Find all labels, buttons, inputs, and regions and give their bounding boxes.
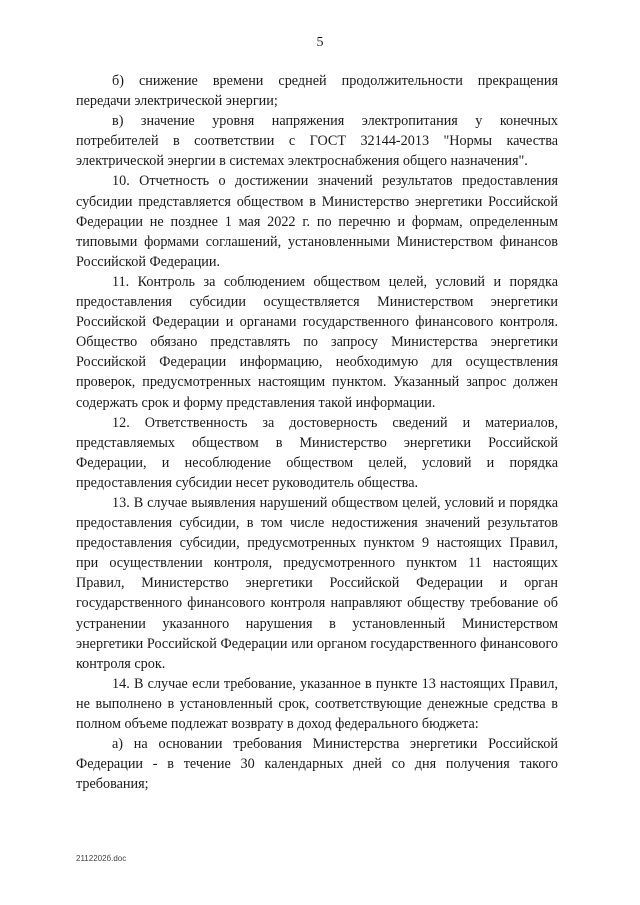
paragraph-b: б) снижение времени средней продолжительности прекращения передачи электрической энергии;: [76, 73, 558, 110]
paragraph-a: а) на основании требования Министерства энергетики Российской Федерации - в течение 30 календарных дней со дня получения такого требования;: [76, 736, 558, 793]
file-name-footer: 2112202б.doc: [76, 854, 127, 863]
page-number: 5: [316, 35, 324, 50]
paragraph-14: 14. В случае если требование, указанное в пункте 13 настоящих Правил, не выполнено в установленный срок, соответствующие денежные средства в полном объеме подлежат возврату в доход федерального бюджета:: [76, 675, 558, 732]
paragraph-13: 13. В случае выявления нарушений обществом целей, условий и порядка предоставления субсидии, в том числе недостижения значений результатов предоставления субсидии, предусмотренных пунктом 9 настоящих Правил, при осуществлении контроля, предусмотренного пунктом 11 настоящих Правил, Министерство энергетики Российской Федерации и орган государственного финансового контроля направляют обществу требование об устранении указанного нарушения в установленный Министерством энергетики Российской Федерации или органом государственного финансового контроля срок.: [76, 494, 558, 672]
paragraph-12: 12. Ответственность за достоверность сведений и материалов, представляемых обществом в Министерство энергетики Российской Федерации, и несоблюдение обществом целей, условий и порядка предоставления субсидии несет руководитель общества.: [76, 414, 558, 491]
paragraph-11: 11. Контроль за соблюдением обществом целей, условий и порядка предоставления субсидии осуществляется Министерством энергетики Российской Федерации и органами государственного финансового контроля. Общество обязано представлять по запросу Министерства энергетики Российской Федерации информацию, необходимую для осуществления проверок, предусмотренных настоящим пунктом. Указанный запрос должен содержать срок и форму представления такой информации.: [76, 273, 558, 411]
paragraph-10: 10. Отчетность о достижении значений результатов предоставления субсидии представляется обществом в Министерство энергетики Российской Федерации не позднее 1 мая 2022 г. по перечню и формам, определенным типовыми формами соглашений, установленными Министерством финансов Российской Федерации.: [76, 173, 558, 270]
paragraph-v: в) значение уровня напряжения электропитания у конечных потребителей в соответствии с ГОСТ 32144-2013 "Нормы качества электрической энергии в системах электроснабжения общего назначения".: [76, 113, 558, 170]
document-body: [76, 71, 558, 794]
